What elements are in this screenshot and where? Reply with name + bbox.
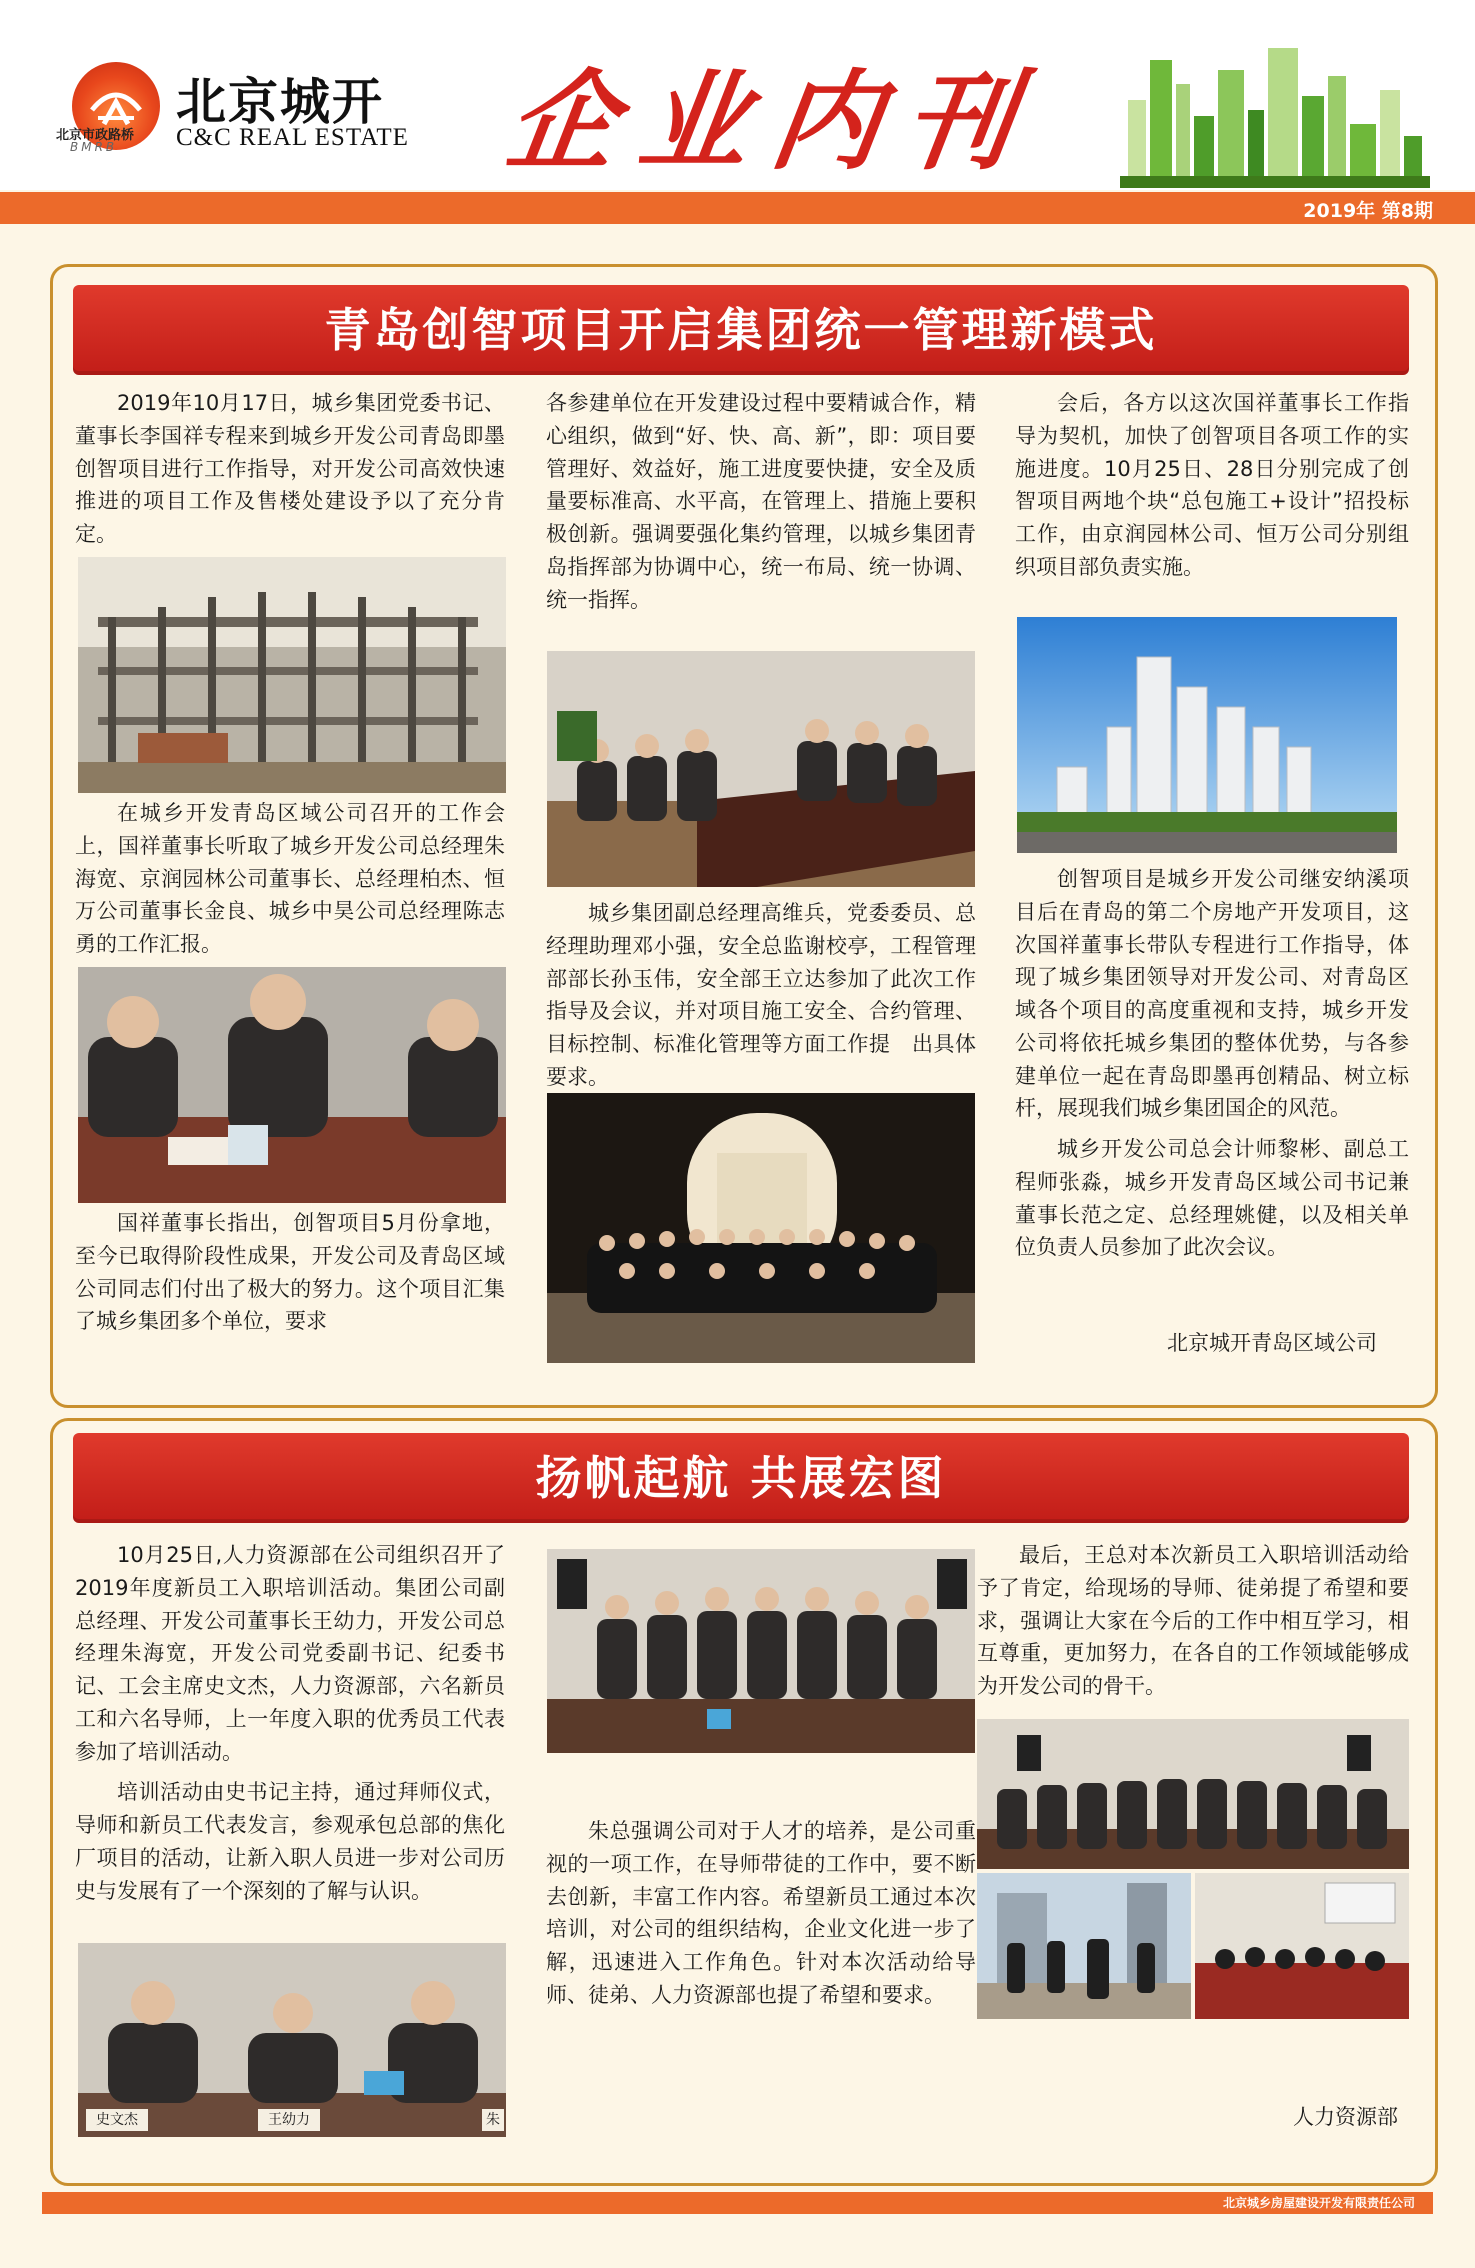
nameplate: 王幼力	[258, 2109, 320, 2131]
nameplate: 史文杰	[86, 2109, 148, 2131]
masthead-title: 企业内刊	[499, 59, 1046, 185]
classroom-training-photo	[1195, 1873, 1409, 2019]
header-divider-bar	[0, 192, 1475, 224]
article-credit: 人力资源部	[1293, 2105, 1398, 2129]
paragraph: 各参建单位在开发建设过程中要精诚合作，精心组织，做到“好、快、高、新”，即：项目要管理好、效益好，施工进度要快捷，安全及质量要标准高、水平高，在管理上、措施上要积极创新。强调要强化集约管理，以城乡集团青岛指挥部为协调中心，统一布局、统一协调、统一指挥。	[546, 391, 976, 612]
paragraph: 城乡开发公司总会计师黎彬、副总工程师张淼，城乡开发青岛区域公司书记兼董事长范之定、总经理姚健，以及相关单位负责人员参加了此次会议。	[1015, 1137, 1409, 1260]
paragraph: 培训活动由史书记主持，通过拜师仪式，导师和新员工代表发言，参观承包总部的焦化厂项目的活动，让新入职人员进一步对公司历史与发展有了一个深刻的了解与认识。	[75, 1780, 505, 1903]
construction-site-photo	[78, 557, 506, 793]
article-column-1c	[75, 1207, 505, 1346]
city-skyline-icon	[1120, 40, 1430, 188]
article-panel-1	[50, 264, 1438, 1408]
article-title: 青岛创智项目开启集团统一管理新模式	[73, 285, 1409, 375]
article-column-2	[546, 387, 976, 624]
footer-company-name: 北京城乡房屋建设开发有限责任公司	[1222, 2196, 1415, 2210]
nameplate: 朱	[482, 2109, 504, 2131]
site-visit-photo	[977, 1873, 1191, 2019]
paragraph: 城乡集团副总经理高维兵，党委委员、总经理助理邓小强，安全总监谢校亭，工程管理部部长孙玉伟，安全部王立达参加了此次工作指导及会议，并对项目施工安全、合约管理、目标控制、标准化管理等方面工作提 出具体要求。	[546, 901, 976, 1089]
article-column-2b	[546, 897, 976, 1102]
brand-name: 北京城开	[176, 73, 384, 131]
paragraph: 在城乡开发青岛区域公司召开的工作会上，国祥董事长听取了城乡开发公司总经理朱海宽、京润园林公司董事长、总经理柏杰、恒万公司董事长金良、城乡中昊公司总经理陈志勇的工作汇报。	[75, 801, 505, 956]
issue-number: 2019年 第8期	[1303, 200, 1433, 222]
article-panel-2	[50, 1418, 1438, 2186]
paragraph: 创智项目是城乡开发公司继安纳溪项目后在青岛的第二个房地产开发项目，这次国祥董事长带队专程进行工作指导，体现了城乡集团领导对开发公司、对青岛区域各个项目的高度重视和支持，城乡开发公司将依托城乡集团的整体优势，与各参建单位一起在青岛即墨再创精品、树立标杆，展现我们城乡集团国企的风范。	[1015, 867, 1409, 1121]
article-title: 扬帆起航 共展宏图	[73, 1433, 1409, 1523]
article-credit: 北京城开青岛区域公司	[1167, 1331, 1377, 1355]
paragraph: 朱总强调公司对于人才的培养，是公司重视的一项工作，在导师带徒的工作中，要不断去创新，丰富工作内容。希望新员工通过本次培训，对公司的组织结构，企业文化进一步了解，迅速进入工作角色。针对本次活动给导师、徒弟、人力资源部也提了希望和要求。	[546, 1819, 976, 2007]
article-column-3b	[1015, 863, 1409, 1272]
article-column-2	[546, 1815, 976, 2020]
new-staff-group-photo	[977, 1719, 1409, 1869]
paragraph: 会后，各方以这次国祥董事长工作指导为契机，加快了创智项目各项工作的实施进度。10月25日、28日分别完成了创智项目两地个块“总包施工+设计”招投标工作，由京润园林公司、恒万公司分别组织项目部负责实施。	[1015, 391, 1409, 579]
building-rendering-photo	[1017, 617, 1397, 853]
paragraph: 10月25日,人力资源部在公司组织召开了2019年度新员工入职培训活动。集团公司副总经理、开发公司董事长王幼力，开发公司总经理朱海宽，开发公司党委副书记、纪委书记、工会主席史文杰，人力资源部，六名新员工和六名导师，上一年度入职的优秀员工代表参加了培训活动。	[75, 1543, 505, 1764]
work-meeting-photo	[78, 967, 506, 1203]
brand-parent-abbr: BMRB	[70, 140, 118, 154]
article-column-3	[1015, 387, 1409, 592]
paragraph: 国祥董事长指出，创智项目5月份拿地，至今已取得阶段性成果，开发公司及青岛区域公司同志们付出了极大的努力。这个项目汇集了城乡集团多个单位，要求	[75, 1211, 505, 1334]
training-speakers-photo	[78, 1943, 506, 2137]
group-photo	[547, 1093, 975, 1363]
article-column-1	[75, 1539, 505, 1915]
paragraph: 2019年10月17日，城乡集团党委书记、董事长李国祥专程来到城乡开发公司青岛即墨创智项目进行工作指导，对开发公司高效快速推进的项目工作及售楼处建设予以了充分肯定。	[75, 391, 505, 546]
article-column-1	[75, 387, 505, 559]
brand-parent-name: 北京市政路桥	[56, 128, 135, 143]
conference-room-photo	[547, 651, 975, 887]
article-column-1b	[75, 797, 505, 969]
article-column-3	[977, 1539, 1409, 1711]
training-group-photo	[547, 1549, 975, 1753]
brand-name-english: C&C REAL ESTATE	[176, 124, 409, 151]
paragraph: 最后，王总对本次新员工入职培训活动给予了肯定，给现场的导师、徒弟提了希望和要求，强调让大家在今后的工作中相互学习，相互尊重，更加努力，在各自的工作领域能够成为开发公司的骨干。	[977, 1543, 1409, 1698]
